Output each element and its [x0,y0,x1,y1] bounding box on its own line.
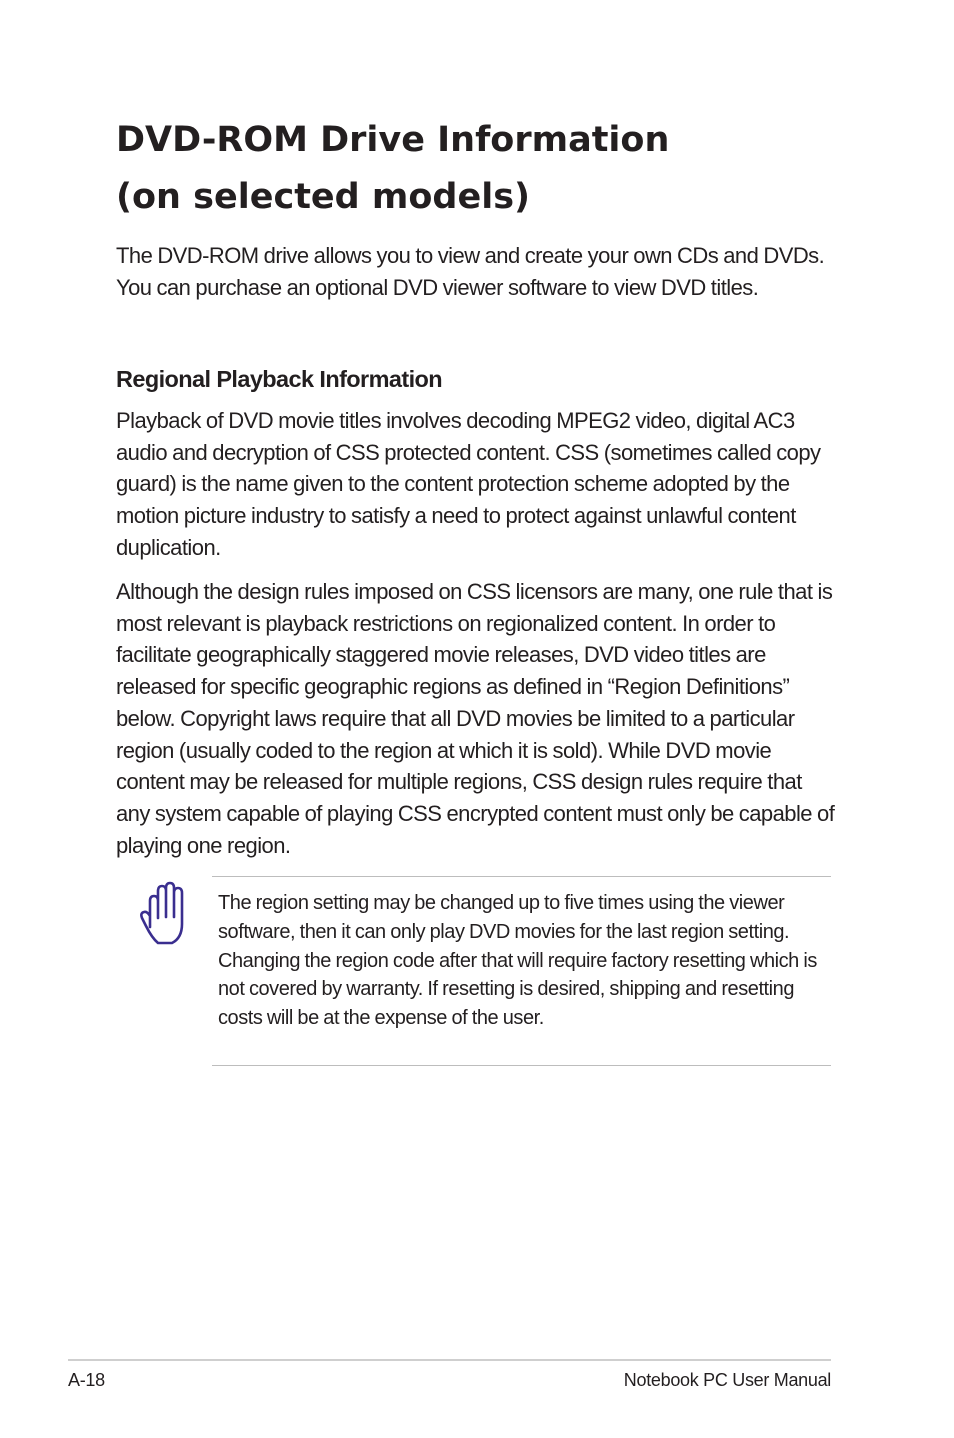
section-heading: Regional Playback Information [116,366,443,392]
page-title-line-2: (on selected models) [116,177,531,217]
page-number: A-18 [68,1370,105,1390]
body-paragraph: Although the design rules imposed on CSS licensors are many, one rule that is most relevant is playback restrictions on regionalized content. In order to facilitate geographically staggered movie releases, DVD video titles are released for specific geographic regions as defined in “Region Definitions” below. Copyright laws require that all DVD movies be limited to a particular region (usually coded to the region at which it is sold). While DVD movie content may be released for multiple regions, CSS design rules require that any system capable of playing CSS encrypted content must only be capable of playing one region. [116,579,835,858]
page-title-line-1: DVD-ROM Drive Information [116,120,670,160]
footer-divider [68,1359,831,1361]
intro-paragraph: The DVD-ROM drive allows you to view and create your own CDs and DVDs. You can purchase an optional DVD viewer software to view DVD titles. [116,243,825,300]
hand-stop-icon [138,880,188,948]
page-title [116,112,876,226]
note-box [212,876,831,1066]
body-paragraph: Playback of DVD movie titles involves decoding MPEG2 video, digital AC3 audio and decryption of CSS protected content. CSS (sometimes called copy guard) is the name given to the content protection scheme adopted by the motion picture industry to satisfy a need to protect against unlawful content duplication. [116,408,821,560]
manual-title: Notebook PC User Manual [623,1370,831,1390]
note-text: The region setting may be changed up to five times using the viewer software, then it can only play DVD movies for the last region setting. Changing the region code after that will require factory resetting which is not covered by warranty. If resetting is desired, shipping and resetting costs will be at the expense of the user. [218,892,817,1030]
